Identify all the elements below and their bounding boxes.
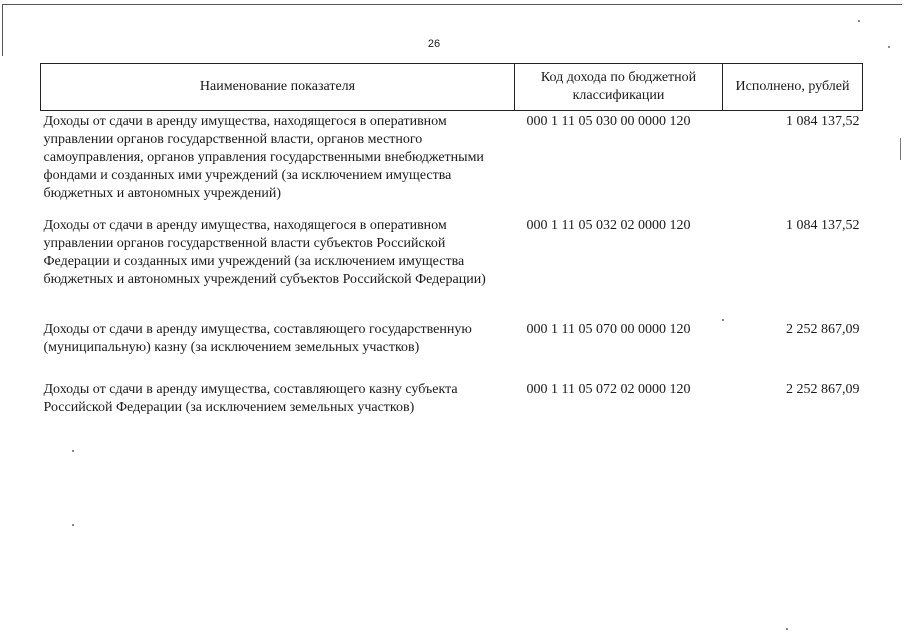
row-code-cell: 000 1 11 05 072 02 0000 120 [526, 382, 691, 397]
scan-edge-top [2, 4, 902, 5]
row-code-cell: 000 1 11 05 030 00 0000 120 [526, 114, 691, 129]
row-name-cell: Доходы от сдачи в аренду имущества, составляющего государственную (муниципальную) казну (за исключением земельных участков) [43, 322, 472, 355]
row-name-cell: Доходы от сдачи в аренду имущества, находящегося в оперативном управлении органов государственной власти, органов местного самоуправления, органов управления государственными внебюджетными фондами и созданных ими учреждений (за исключением имущества бюджетных и автономных учреждений) [43, 114, 484, 201]
scan-speck [72, 450, 74, 452]
revenue-table [40, 63, 863, 421]
page-number: 26 [427, 38, 441, 50]
table-header-row [41, 64, 863, 111]
scan-speck [72, 524, 74, 526]
row-amount-cell: 1 084 137,52 [786, 218, 860, 233]
table-row [41, 319, 863, 379]
row-name-cell: Доходы от сдачи в аренду имущества, находящегося в оперативном управлении органов государственной власти субъектов Российской Федерации и созданных ими учреждений (за исключением имущества бюджетных и автономных учреждений субъектов Российской Федерации) [43, 218, 486, 287]
row-code-cell: 000 1 11 05 032 02 0000 120 [526, 218, 691, 233]
table-row [41, 111, 863, 216]
scan-edge-right [900, 138, 901, 160]
column-header-code: Код дохода по бюджетной классификации [515, 64, 723, 111]
row-code-cell: 000 1 11 05 070 00 0000 120 [526, 322, 691, 337]
scan-speck [888, 46, 890, 48]
row-amount-cell: 2 252 867,09 [786, 382, 860, 397]
scan-speck [786, 628, 788, 630]
row-amount-cell: 2 252 867,09 [786, 322, 860, 337]
table-row [41, 379, 863, 421]
row-amount-cell: 1 084 137,52 [786, 114, 860, 129]
column-header-amount: Исполнено, рублей [723, 64, 863, 111]
scan-speck [858, 20, 860, 22]
column-header-name: Наименование показателя [41, 64, 515, 111]
table-row [41, 215, 863, 319]
row-name-cell: Доходы от сдачи в аренду имущества, составляющего казну субъекта Российской Федерации (за исключением земельных участков) [43, 382, 458, 415]
